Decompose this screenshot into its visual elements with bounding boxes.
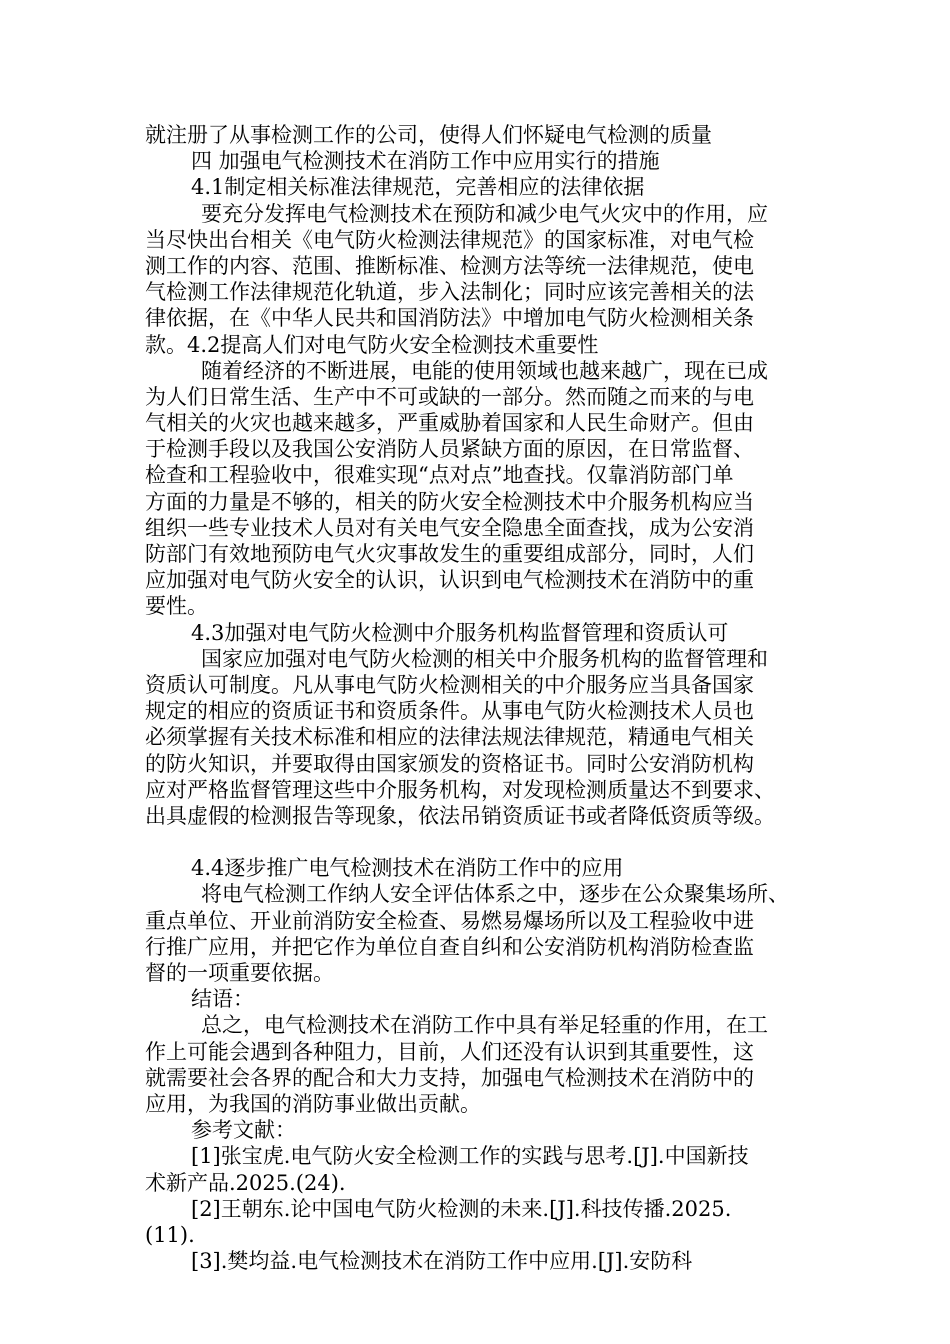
reference-continuation: 术新产品.2025.(24). [145,1170,346,1195]
paragraph-first-line: 将电气检测工作纳人安全评估体系之中，逐步在公众聚集场所、 [201,882,789,907]
text-line: 督的一项重要依据。 [145,961,334,985]
text-line: 方面的力量是不够的，相关的防火安全检测技术中介服务机构应当 [145,489,754,514]
subsection-heading: 4.1制定相关标准法律规范，完善相应的法律依据 [191,175,645,200]
text-line: 必须掌握有关技术标准和相应的法律法规法律规范，精通电气相关 [145,725,754,750]
paragraph-first-line: 要充分发挥电气检测技术在预防和减少电气火灾中的作用，应 [201,201,768,226]
text-line: 应加强对电气防火安全的认识，认识到电气检测技术在消防中的重 [145,568,754,593]
subsection-heading: 4.4逐步推广电气检测技术在消防工作中的应用 [191,856,624,881]
conclusion-heading: 结语： [191,987,254,1012]
reference-item: [3].樊均益.电气检测技术在消防工作中应用.[J].安防科 [191,1249,693,1274]
text-line: 为人们日常生活、生产中不可或缺的一部分。然而随之而来的与电 [145,384,754,409]
text-line: 要性。 [145,594,208,619]
text-line: 规定的相应的资质证书和资质条件。从事电气防火检测技术人员也 [145,699,754,724]
blank-line [145,829,817,855]
text-line: 重点单位、开业前消防安全检查、易燃易爆场所以及工程验收中进 [145,908,754,933]
text-line: 款。4.2提高人们对电气防火安全检测技术重要性 [145,332,599,357]
text-line: 就注册了从事检测工作的公司，使得人们怀疑电气检测的质量 [145,123,712,147]
text-line: 应用，为我国的消防事业做出贡献。 [145,1091,481,1116]
text-line: 的防火知识，并要取得由国家颁发的资格证书。同时公安消防机构 [145,751,754,776]
text-line: 当尽快出台相关《电气防火检测法律规范》的国家标准，对电气检 [145,227,754,252]
text-line: 气相关的火灾也越来越多，严重威胁着国家和人民生命财产。但由 [145,411,754,436]
paragraph-first-line: 总之，电气检测技术在消防工作中具有举足轻重的作用，在工 [201,1013,768,1038]
text-line: 检查和工程验收中，很难实现“点对点”地查找。仅靠消防部门单 [145,463,734,488]
text-line: 于检测手段以及我国公安消防人员紧缺方面的原因，在日常监督、 [145,437,754,462]
text-line: 行推广应用，并把它作为单位自查自纠和公安消防机构消防检查监 [145,934,754,959]
paragraph-first-line: 国家应加强对电气防火检测的相关中介服务机构的监督管理和 [201,646,768,671]
text-line: 就需要社会各界的配合和大力支持，加强电气检测技术在消防中的 [145,1065,754,1090]
text-line: 资质认可制度。凡从事电气防火检测相关的中介服务应当具备国家 [145,672,754,697]
reference-item: [1]张宝虎.电气防火安全检测工作的实践与思考.[J].中国新技 [191,1144,749,1169]
reference-item: [2]王朝东.论中国电气防火检测的未来.[J].科技传播.2025. [191,1196,732,1221]
text-line: 应对严格监督管理这些中介服务机构，对发现检测质量达不到要求、 [145,777,775,802]
document-page [145,122,817,1274]
text-line: 防部门有效地预防电气火灾事故发生的重要组成部分，同时，人们 [145,542,754,566]
section-heading: 四 加强电气检测技术在消防工作中应用实行的措施 [191,149,660,174]
text-line: 作上可能会遇到各种阻力，目前，人们还没有认识到其重要性，这 [145,1039,754,1064]
references-heading: 参考文献： [191,1118,296,1143]
text-line: 出具虚假的检测报告等现象，依法吊销资质证书或者降低资质等级。 [145,803,775,828]
text-line: 气检测工作法律规范化轨道，步入法制化；同时应该完善相关的法 [145,280,754,305]
text-line: 测工作的内容、范围、推断标准、检测方法等统一法律规范，使电 [145,253,754,278]
subsection-heading: 4.3加强对电气防火检测中介服务机构监督管理和资质认可 [191,620,729,645]
text-line: 律依据，在《中华人民共和国消防法》中增加电气防火检测相关条 [145,306,754,331]
paragraph-first-line: 随着经济的不断进展，电能的使用领域也越来越广，现在已成 [201,358,768,383]
text-line: 组织一些专业技术人员对有关电气安全隐患全面查找，成为公安消 [145,515,754,540]
reference-continuation: (11). [145,1222,195,1247]
